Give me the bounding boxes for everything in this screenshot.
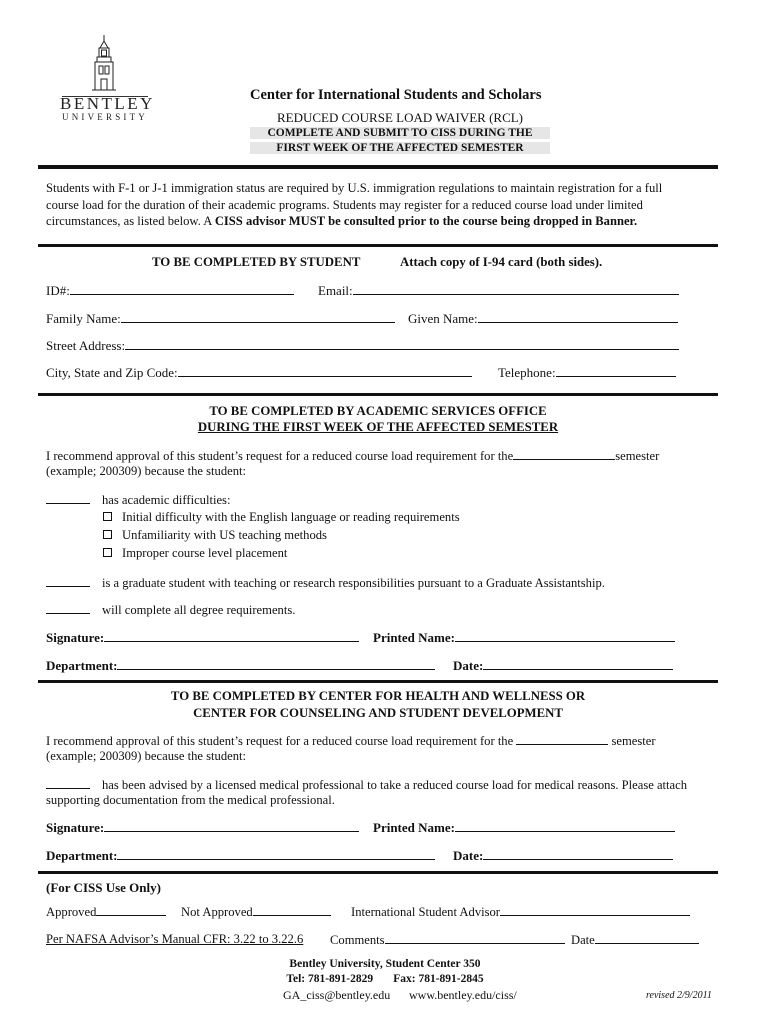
family-name-field[interactable]: Family Name:: [46, 311, 395, 327]
reason-1-blank[interactable]: [46, 492, 90, 504]
footer-website[interactable]: www.bentley.edu/ciss/: [409, 988, 517, 1002]
intro-line-1: Students with F-1 or J-1 immigration status are required by U.S. immigration regulations to maintain registration for a full: [46, 181, 663, 195]
sub-reason-2[interactable]: Unfamiliarity with US teaching methods: [103, 528, 327, 543]
academic-reason-2: is a graduate student with teaching or research responsibilities pursuant to a Graduate Assistantship.: [46, 575, 605, 591]
reason-3-blank[interactable]: [46, 602, 90, 614]
academic-date-field[interactable]: Date:: [453, 658, 673, 674]
instruction-line-1: COMPLETE AND SUBMIT TO CISS DURING THE: [250, 127, 550, 139]
intro-line-2: course load for the duration of their academic programs. Students may register for a reduced course load under limited: [46, 198, 643, 212]
intro-line-3: circumstances, as listed below. A CISS advisor MUST be consulted prior to the course being dropped in Banner.: [46, 214, 638, 228]
ciss-date-field[interactable]: Date: [571, 932, 699, 948]
form-title: REDUCED COURSE LOAD WAIVER (RCL): [276, 110, 524, 125]
health-reason-1: has been advised by a licensed medical professional to take a reduced course load for medical reasons. Please attach: [46, 777, 687, 793]
academic-semester-blank[interactable]: [513, 448, 615, 460]
not-approved-field[interactable]: Not Approved: [181, 904, 331, 920]
health-divider: [38, 680, 718, 683]
footer-phones: Tel: 781-891-2829 Fax: 781-891-2845: [286, 973, 484, 985]
academic-signature-field[interactable]: Signature:: [46, 630, 359, 646]
street-address-field[interactable]: Street Address:: [46, 338, 679, 354]
student-divider: [38, 244, 718, 247]
id-field[interactable]: ID#:: [46, 283, 294, 299]
checkbox-icon[interactable]: [103, 512, 112, 521]
health-recommend-example: (example; 200309) because the student:: [46, 749, 247, 763]
sub-reason-3[interactable]: Improper course level placement: [103, 546, 287, 561]
center-name: Center for International Students and Scholars: [250, 87, 542, 103]
reason-2-blank[interactable]: [46, 575, 90, 587]
health-printed-name-field[interactable]: Printed Name:: [373, 820, 675, 836]
academic-reason-1: has academic difficulties:: [46, 492, 230, 508]
health-reason-blank[interactable]: [46, 777, 90, 789]
checkbox-icon[interactable]: [103, 548, 112, 557]
checkbox-icon[interactable]: [103, 530, 112, 539]
city-state-zip-field[interactable]: City, State and Zip Code:: [46, 365, 472, 381]
logo-subtitle: UNIVERSITY: [62, 112, 148, 122]
nafsa-reference: Per NAFSA Advisor’s Manual CFR: 3.22 to 3.22.6: [46, 932, 304, 946]
academic-printed-name-field[interactable]: Printed Name:: [373, 630, 675, 646]
footer-address: Bentley University, Student Center 350: [289, 958, 481, 970]
health-reason-1-cont: supporting documentation from the medical professional.: [46, 793, 335, 807]
ciss-heading: (For CISS Use Only): [46, 880, 161, 895]
academic-heading-1: TO BE COMPLETED BY ACADEMIC SERVICES OFFICE: [209, 404, 547, 418]
health-signature-field[interactable]: Signature:: [46, 820, 359, 836]
health-date-field[interactable]: Date:: [453, 848, 673, 864]
academic-reason-3: will complete all degree requirements.: [46, 602, 295, 618]
footer-email[interactable]: GA_ciss@bentley.edu: [283, 988, 391, 1002]
logo-name: BENTLEY: [60, 94, 155, 113]
given-name-field[interactable]: Given Name:: [408, 311, 678, 327]
health-heading-2: CENTER FOR COUNSELING AND STUDENT DEVELOPMENT: [193, 706, 563, 720]
academic-recommend-line: I recommend approval of this student’s request for a reduced course load requirement for the semester: [46, 449, 660, 463]
header-divider: [38, 165, 718, 169]
bell-tower-icon: [84, 34, 124, 92]
academic-divider: [38, 393, 718, 396]
student-heading: TO BE COMPLETED BY STUDENT: [152, 255, 361, 269]
health-heading-1: TO BE COMPLETED BY CENTER FOR HEALTH AND WELLNESS OR: [170, 689, 586, 703]
health-recommend-line: I recommend approval of this student’s request for a reduced course load requirement for the semester: [46, 734, 656, 748]
academic-department-field[interactable]: Department:: [46, 658, 435, 674]
health-department-field[interactable]: Department:: [46, 848, 435, 864]
revised-date: revised 2/9/2011: [646, 990, 712, 1001]
email-field[interactable]: Email:: [318, 283, 679, 299]
approved-field[interactable]: Approved: [46, 904, 166, 920]
i94-note: Attach copy of I-94 card (both sides).: [400, 255, 603, 269]
instruction-line-2: FIRST WEEK OF THE AFFECTED SEMESTER: [250, 142, 550, 154]
advisor-field[interactable]: International Student Advisor: [351, 904, 690, 920]
comments-field[interactable]: Comments: [330, 932, 565, 948]
academic-recommend-example: (example; 200309) because the student:: [46, 464, 247, 478]
ciss-divider: [38, 871, 718, 874]
sub-reason-1[interactable]: Initial difficulty with the English language or reading requirements: [103, 510, 460, 525]
health-semester-blank[interactable]: [516, 733, 608, 745]
academic-heading-2: DURING THE FIRST WEEK OF THE AFFECTED SEMESTER: [197, 420, 559, 434]
telephone-field[interactable]: Telephone:: [498, 365, 676, 381]
